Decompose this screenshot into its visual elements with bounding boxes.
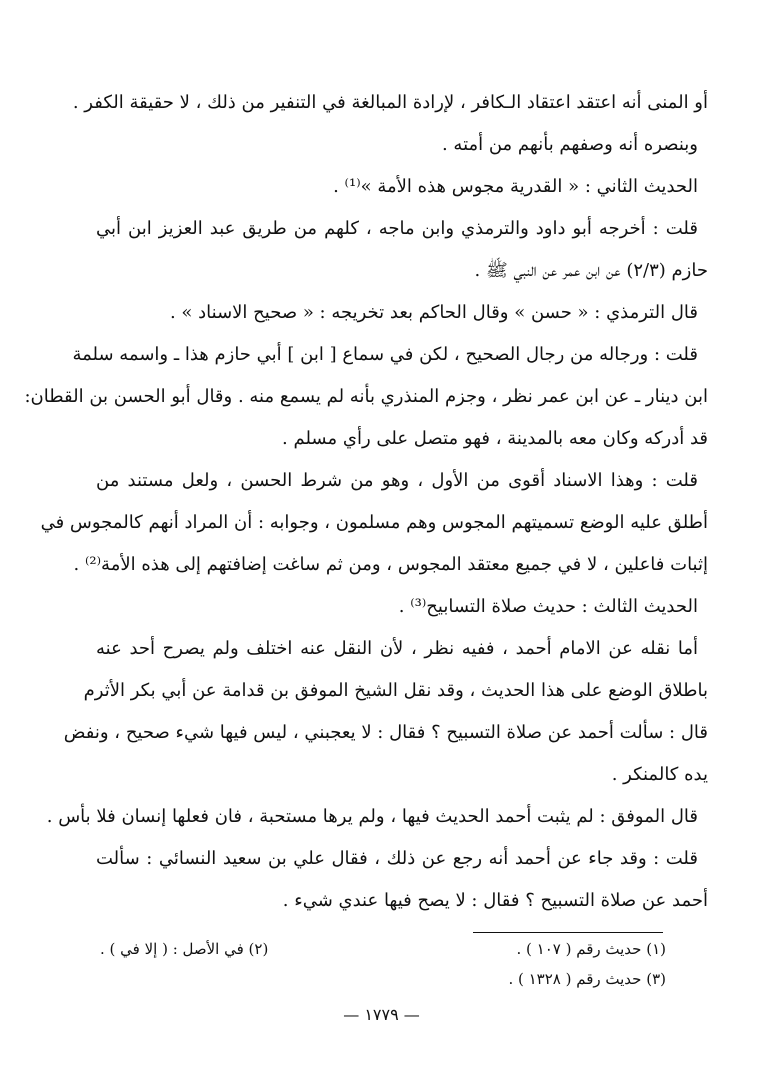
text-line-17: يده كالمنكر . — [611, 764, 708, 785]
text-line-18: قال الموفق : لم يثبت أحمد الحديث فيها ، ولم يرها مستحبة ، فان فعلها إنسان فلا بأس . — [46, 806, 698, 827]
text-line-16: قال : سألت أحمد عن صلاة التسبيح ؟ فقال : لا يعجبني ، ليس فيها شيء صحيح ، ونفض — [63, 722, 708, 743]
text-line-19: قلت : وقد جاء عن أحمد أنه رجع عن ذلك ، فقال علي بن سعيد النسائي : سألت — [96, 848, 698, 869]
footnote-3: (٣) حديث رقم ( ١٣٢٨ ) . — [508, 970, 666, 988]
text-line-4: قلت : أخرجه أبو داود والترمذي وابن ماجه ، كلهم من طريق عبد العزيز ابن أبي — [96, 218, 698, 239]
text-line-2: وبنصره أنه وصفهم بأنهم من أمته . — [441, 134, 698, 155]
text-line-11: أطلق عليه الوضع تسميتهم المجوس وهم مسلمون ، وجوابه : أن المراد أنهم كالمجوس في — [40, 512, 708, 533]
text-line-6: قال الترمذي : « حسن » وقال الحاكم بعد تخريجه : « صحيح الاسناد » . — [169, 302, 698, 323]
text-line-10: قلت : وهذا الاسناد أقوى من الأول ، وهو من شرط الحسن ، ولعل مستند من — [96, 470, 698, 491]
text-line-14: أما نقله عن الامام أحمد ، ففيه نظر ، لأن النقل عنه اختلف ولم يصرح أحد عنه — [96, 638, 698, 659]
page-number: — ١٧٧٩ — — [343, 1005, 420, 1024]
text-line-7: قلت : ورجاله من رجال الصحيح ، لكن في سماع [ ابن ] أبي حازم هذا ـ واسمه سلمة — [72, 344, 698, 365]
footnotes — [100, 934, 666, 994]
footnote-row — [100, 964, 666, 994]
text-line-13: الحديث الثالث : حديث صلاة التسابيح⁽³⁾ . — [398, 596, 698, 617]
footnote-spacer — [100, 964, 340, 994]
text-line-3: الحديث الثاني : « القدرية مجوس هذه الأمة »⁽¹⁾ . — [333, 176, 698, 197]
text-line-1: أو المنى أنه اعتقد اعتقاد الـكافر ، لإرادة المبالغة في التنفير من ذلك ، لا حقيقة الكفر . — [72, 92, 708, 113]
text-line-5: حازم (٢/٣) عن ابن عمر عن النبي ﷺ . — [474, 260, 708, 281]
text-line-8: ابن دينار ـ عن ابن عمر نظر ، وجزم المنذري بأنه لم يسمع منه . وقال أبو الحسن بن القطان: — [24, 386, 708, 407]
text-line-15: باطلاق الوضع على هذا الحديث ، وقد نقل الشيخ الموفق بن قدامة عن أبي بكر الأثرم — [83, 680, 708, 701]
footnote-divider — [473, 932, 663, 933]
main-text — [24, 82, 708, 922]
footnote-1: (١) حديث رقم ( ١٠٧ ) . — [516, 940, 666, 958]
footnote-row — [100, 934, 666, 964]
text-line-9: قد أدركه وكان معه بالمدينة ، فهو متصل على رأي مسلم . — [282, 428, 708, 449]
text-line-12: إثبات فاعلين ، لا في جميع معتقد المجوس ، ومن ثم ساغت إضافتهم إلى هذه الأمة⁽²⁾ . — [73, 554, 708, 575]
footnote-2: (٢) في الأصل : ( إلا في ) . — [100, 940, 269, 958]
text-line-20: أحمد عن صلاة التسبيح ؟ فقال : لا يصح فيها عندي شيء . — [282, 890, 708, 911]
